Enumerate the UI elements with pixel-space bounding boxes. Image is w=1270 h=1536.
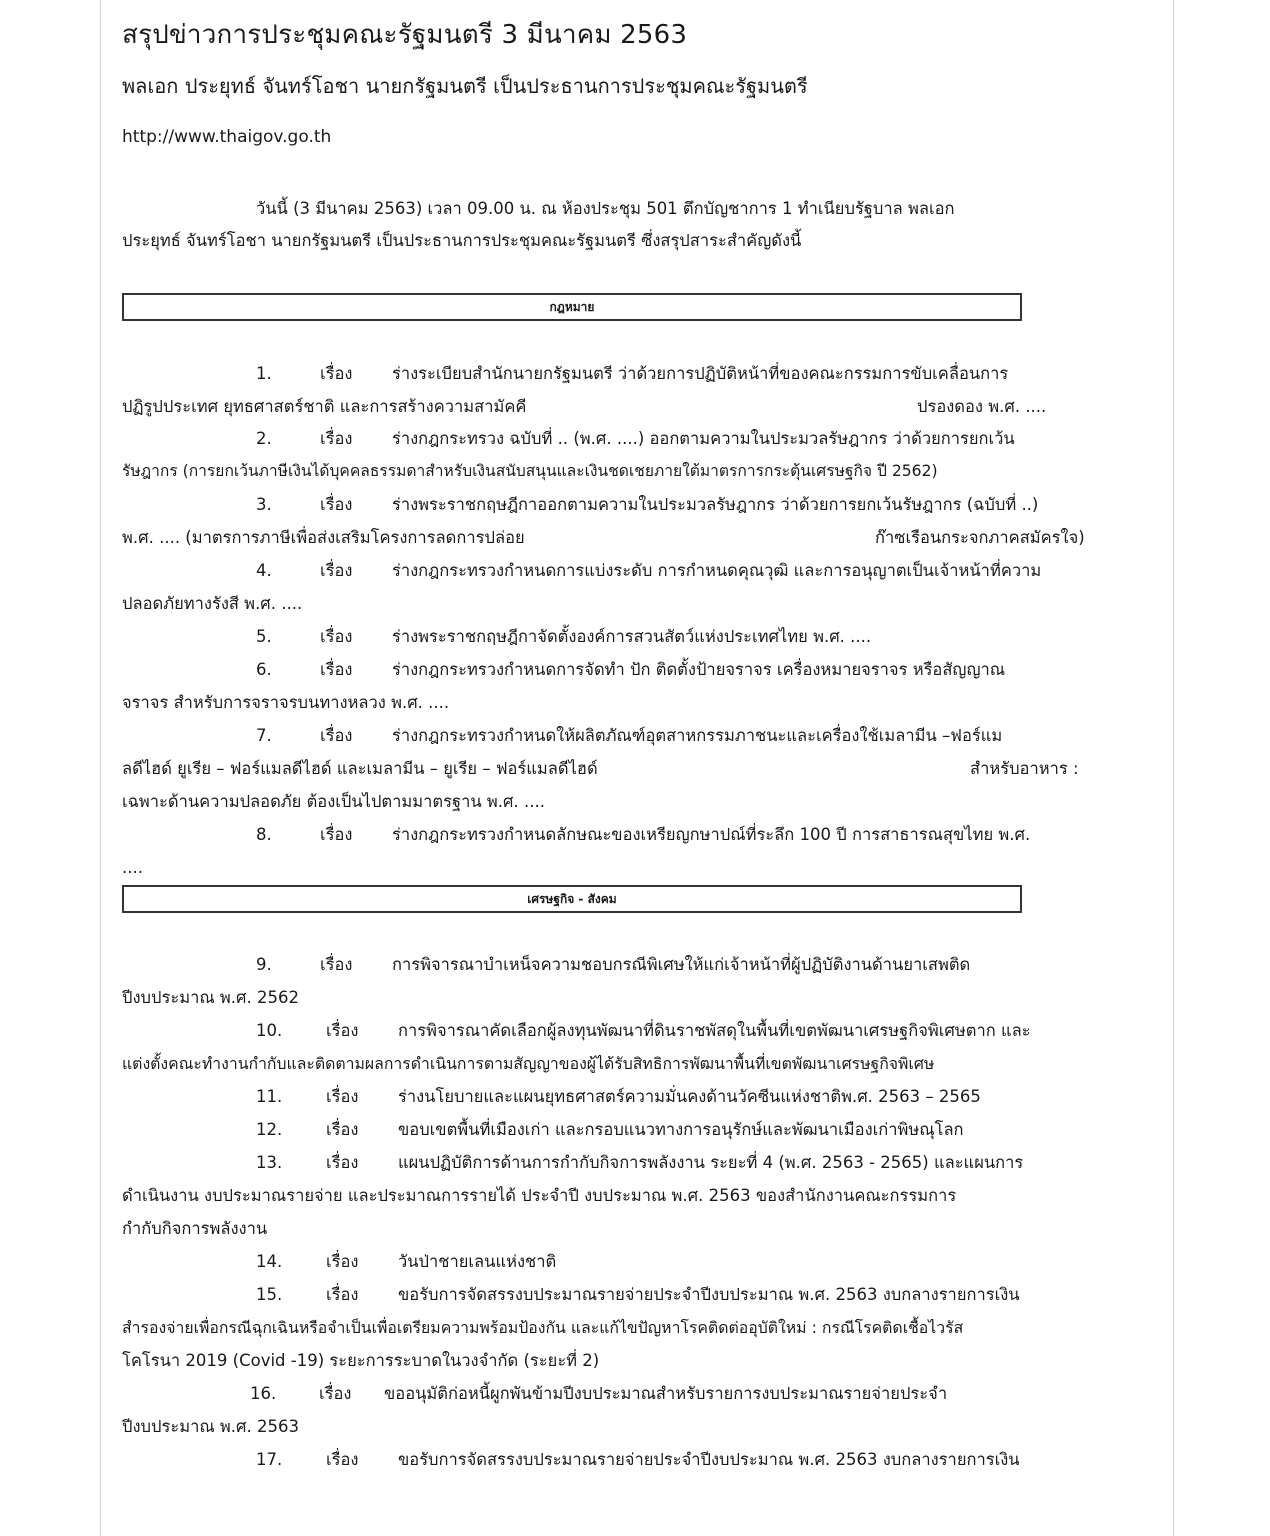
item-number: 16. [250, 1384, 277, 1403]
item-keyword: เรื่อง [320, 726, 353, 745]
item-number: 8. [256, 825, 272, 844]
item-text: ร่างพระราชกฤษฎีกาออกตามความในประมวลรัษฎากร ว่าด้วยการยกเว้นรัษฎากร (ฉบับที่ ..) [392, 495, 1039, 514]
intro-line-2: ประยุทธ์ จันทร์โอชา นายกรัฐมนตรี เป็นประธานการประชุมคณะรัฐมนตรี ซึ่งสรุปสาระสำคัญดังนี้ [122, 231, 802, 250]
item-number: 12. [256, 1120, 283, 1139]
item-text: ร่างนโยบายและแผนยุทธศาสตร์ความมั่นคงด้านวัคซีนแห่งชาติพ.ศ. 2563 – 2565 [398, 1087, 981, 1106]
item-text: การพิจารณาบำเหน็จความชอบกรณีพิเศษให้แก่เจ้าหน้าที่ผู้ปฏิบัติงานด้านยาเสพติด [392, 955, 971, 974]
item-keyword: เรื่อง [326, 1285, 359, 1304]
document-page [100, 0, 1174, 1536]
item-text: การพิจารณาคัดเลือกผู้ลงทุนพัฒนาที่ดินราชพัสดุในพื้นที่เขตพัฒนาเศรษฐกิจพิเศษตาก และ [398, 1021, 1031, 1040]
item-text-cont: .... [122, 858, 143, 877]
item-keyword: เรื่อง [320, 495, 353, 514]
item-text: แผนปฏิบัติการด้านการกำกับกิจการพลังงาน ระยะที่ 4 (พ.ศ. 2563 - 2565) และแผนการ [398, 1153, 1024, 1172]
item-text-cont: กำกับกิจการพลังงาน [122, 1219, 268, 1238]
item-keyword: เรื่อง [320, 429, 353, 448]
item-number: 15. [256, 1285, 283, 1304]
item-text: ร่างกฎกระทรวงกำหนดให้ผลิตภัณฑ์อุตสาหกรรมภาชนะและเครื่องใช้เมลามีน –ฟอร์แม [392, 726, 1003, 745]
item-keyword: เรื่อง [320, 825, 353, 844]
item-text: ร่างกฎกระทรวงกำหนดการจัดทำ ปัก ติดตั้งป้ายจราจร เครื่องหมายจราจร หรือสัญญาณ [392, 660, 1006, 679]
intro-line-1: วันนี้ (3 มีนาคม 2563) เวลา 09.00 น. ณ ห้องประชุม 501 ตึกบัญชาการ 1 ทำเนียบรัฐบาล พลเอก [256, 199, 955, 218]
item-text-cont: ปีงบประมาณ พ.ศ. 2562 [122, 988, 299, 1007]
item-text-cont: ปีงบประมาณ พ.ศ. 2563 [122, 1417, 299, 1436]
page-title: สรุปข่าวการประชุมคณะรัฐมนตรี 3 มีนาคม 2563 [122, 20, 688, 50]
item-text-cont: ดำเนินงาน งบประมาณรายจ่าย และประมาณการรายได้ ประจำปี งบประมาณ พ.ศ. 2563 ของสำนักงานคณะกรรมการ [122, 1186, 957, 1205]
item-keyword: เรื่อง [320, 364, 353, 383]
item-text-tail: ก๊าซเรือนกระจกภาคสมัครใจ) [875, 528, 1085, 547]
item-number: 4. [256, 561, 272, 580]
item-text-cont: รัษฎากร (การยกเว้นภาษีเงินได้บุคคลธรรมดาสำหรับเงินสนับสนุนและเงินชดเชยภายใต้มาตรการกระตุ้นเศรษฐกิจ ปี 2562) [122, 462, 938, 480]
item-text-cont: ลดีไฮด์ ยูเรีย – ฟอร์แมลดีไฮด์ และเมลามีน – ยูเรีย – ฟอร์แมลดีไฮด์ [122, 759, 598, 778]
item-number: 14. [256, 1252, 283, 1271]
item-text-cont: สำรองจ่ายเพื่อกรณีฉุกเฉินหรือจำเป็นเพื่อเตรียมความพร้อมป้องกัน และแก้ไขปัญหาโรคติดต่ออุบัติใหม่ : กรณีโรคติดเชื้อไวรัส [122, 1318, 964, 1337]
section-header-economy: เศรษฐกิจ - สังคม [122, 885, 1022, 913]
item-keyword: เรื่อง [320, 561, 353, 580]
item-text: ร่างกฎกระทรวง ฉบับที่ .. (พ.ศ. ....) ออกตามความในประมวลรัษฎากร ว่าด้วยการยกเว้น [392, 429, 1015, 448]
item-number: 2. [256, 429, 272, 448]
item-number: 17. [256, 1450, 283, 1469]
item-keyword: เรื่อง [320, 955, 353, 974]
item-keyword: เรื่อง [319, 1384, 352, 1403]
item-keyword: เรื่อง [326, 1021, 359, 1040]
item-text-cont: แต่งตั้งคณะทำงานกำกับและติดตามผลการดำเนินการตามสัญญาของผู้ได้รับสิทธิการพัฒนาพื้นที่เขตพัฒนาเศรษฐกิจพิเศษ [122, 1054, 935, 1073]
item-text: ร่างกฎกระทรวงกำหนดการแบ่งระดับ การกำหนดคุณวุฒิ และการอนุญาตเป็นเจ้าหน้าที่ความ [392, 561, 1042, 580]
item-number: 1. [256, 364, 272, 383]
item-number: 10. [256, 1021, 283, 1040]
item-number: 9. [256, 955, 272, 974]
item-text: ร่างพระราชกฤษฎีกาจัดตั้งองค์การสวนสัตว์แห่งประเทศไทย พ.ศ. .... [392, 627, 872, 646]
item-text: ขอบเขตพื้นที่เมืองเก่า และกรอบแนวทางการอนุรักษ์และพัฒนาเมืองเก่าพิษณุโลก [398, 1120, 964, 1139]
item-keyword: เรื่อง [326, 1153, 359, 1172]
item-text-tail: ปรองดอง พ.ศ. .... [917, 397, 1047, 416]
item-keyword: เรื่อง [320, 627, 353, 646]
item-text-cont: ปลอดภัยทางรังสี พ.ศ. .... [122, 594, 303, 613]
item-text: วันป่าชายเลนแห่งชาติ [398, 1252, 557, 1271]
section-header-law: กฎหมาย [122, 293, 1022, 321]
item-text: ร่างระเบียบสำนักนายกรัฐมนตรี ว่าด้วยการปฏิบัติหน้าที่ของคณะกรรมการขับเคลื่อนการ [392, 364, 1009, 383]
item-number: 6. [256, 660, 272, 679]
item-text: ขออนุมัติก่อหนี้ผูกพันข้ามปีงบประมาณสำหรับรายการงบประมาณรายจ่ายประจำ [384, 1384, 948, 1403]
item-text: ขอรับการจัดสรรงบประมาณรายจ่ายประจำปีงบประมาณ พ.ศ. 2563 งบกลางรายการเงิน [398, 1450, 1020, 1469]
item-text-cont: ปฏิรูปประเทศ ยุทธศาสตร์ชาติ และการสร้างความสามัคคี [122, 397, 527, 416]
item-keyword: เรื่อง [326, 1087, 359, 1106]
item-number: 5. [256, 627, 272, 646]
item-text-cont: เฉพาะด้านความปลอดภัย ต้องเป็นไปตามมาตรฐาน พ.ศ. .... [122, 792, 545, 811]
page-subtitle: พลเอก ประยุทธ์ จันทร์โอชา นายกรัฐมนตรี เป็นประธานการประชุมคณะรัฐมนตรี [122, 74, 808, 98]
item-text-tail: สำหรับอาหาร : [970, 759, 1079, 778]
item-text: ขอรับการจัดสรรงบประมาณรายจ่ายประจำปีงบประมาณ พ.ศ. 2563 งบกลางรายการเงิน [398, 1285, 1020, 1304]
item-number: 13. [256, 1153, 283, 1172]
item-number: 11. [256, 1087, 283, 1106]
item-text-cont: โคโรนา 2019 (Covid -19) ระยะการระบาดในวงจำกัด (ระยะที่ 2) [122, 1351, 600, 1370]
source-url: http://www.thaigov.go.th [122, 127, 332, 147]
item-keyword: เรื่อง [326, 1252, 359, 1271]
item-keyword: เรื่อง [320, 660, 353, 679]
item-keyword: เรื่อง [326, 1120, 359, 1139]
item-text-cont: จราจร สำหรับการจราจรบนทางหลวง พ.ศ. .... [122, 693, 450, 712]
item-number: 7. [256, 726, 272, 745]
item-text-cont: พ.ศ. .... (มาตรการภาษีเพื่อส่งเสริมโครงการลดการปล่อย [122, 528, 525, 547]
item-text: ร่างกฎกระทรวงกำหนดลักษณะของเหรียญกษาปณ์ที่ระลึก 100 ปี การสาธารณสุขไทย พ.ศ. [392, 825, 1031, 844]
item-keyword: เรื่อง [326, 1450, 359, 1469]
item-number: 3. [256, 495, 272, 514]
